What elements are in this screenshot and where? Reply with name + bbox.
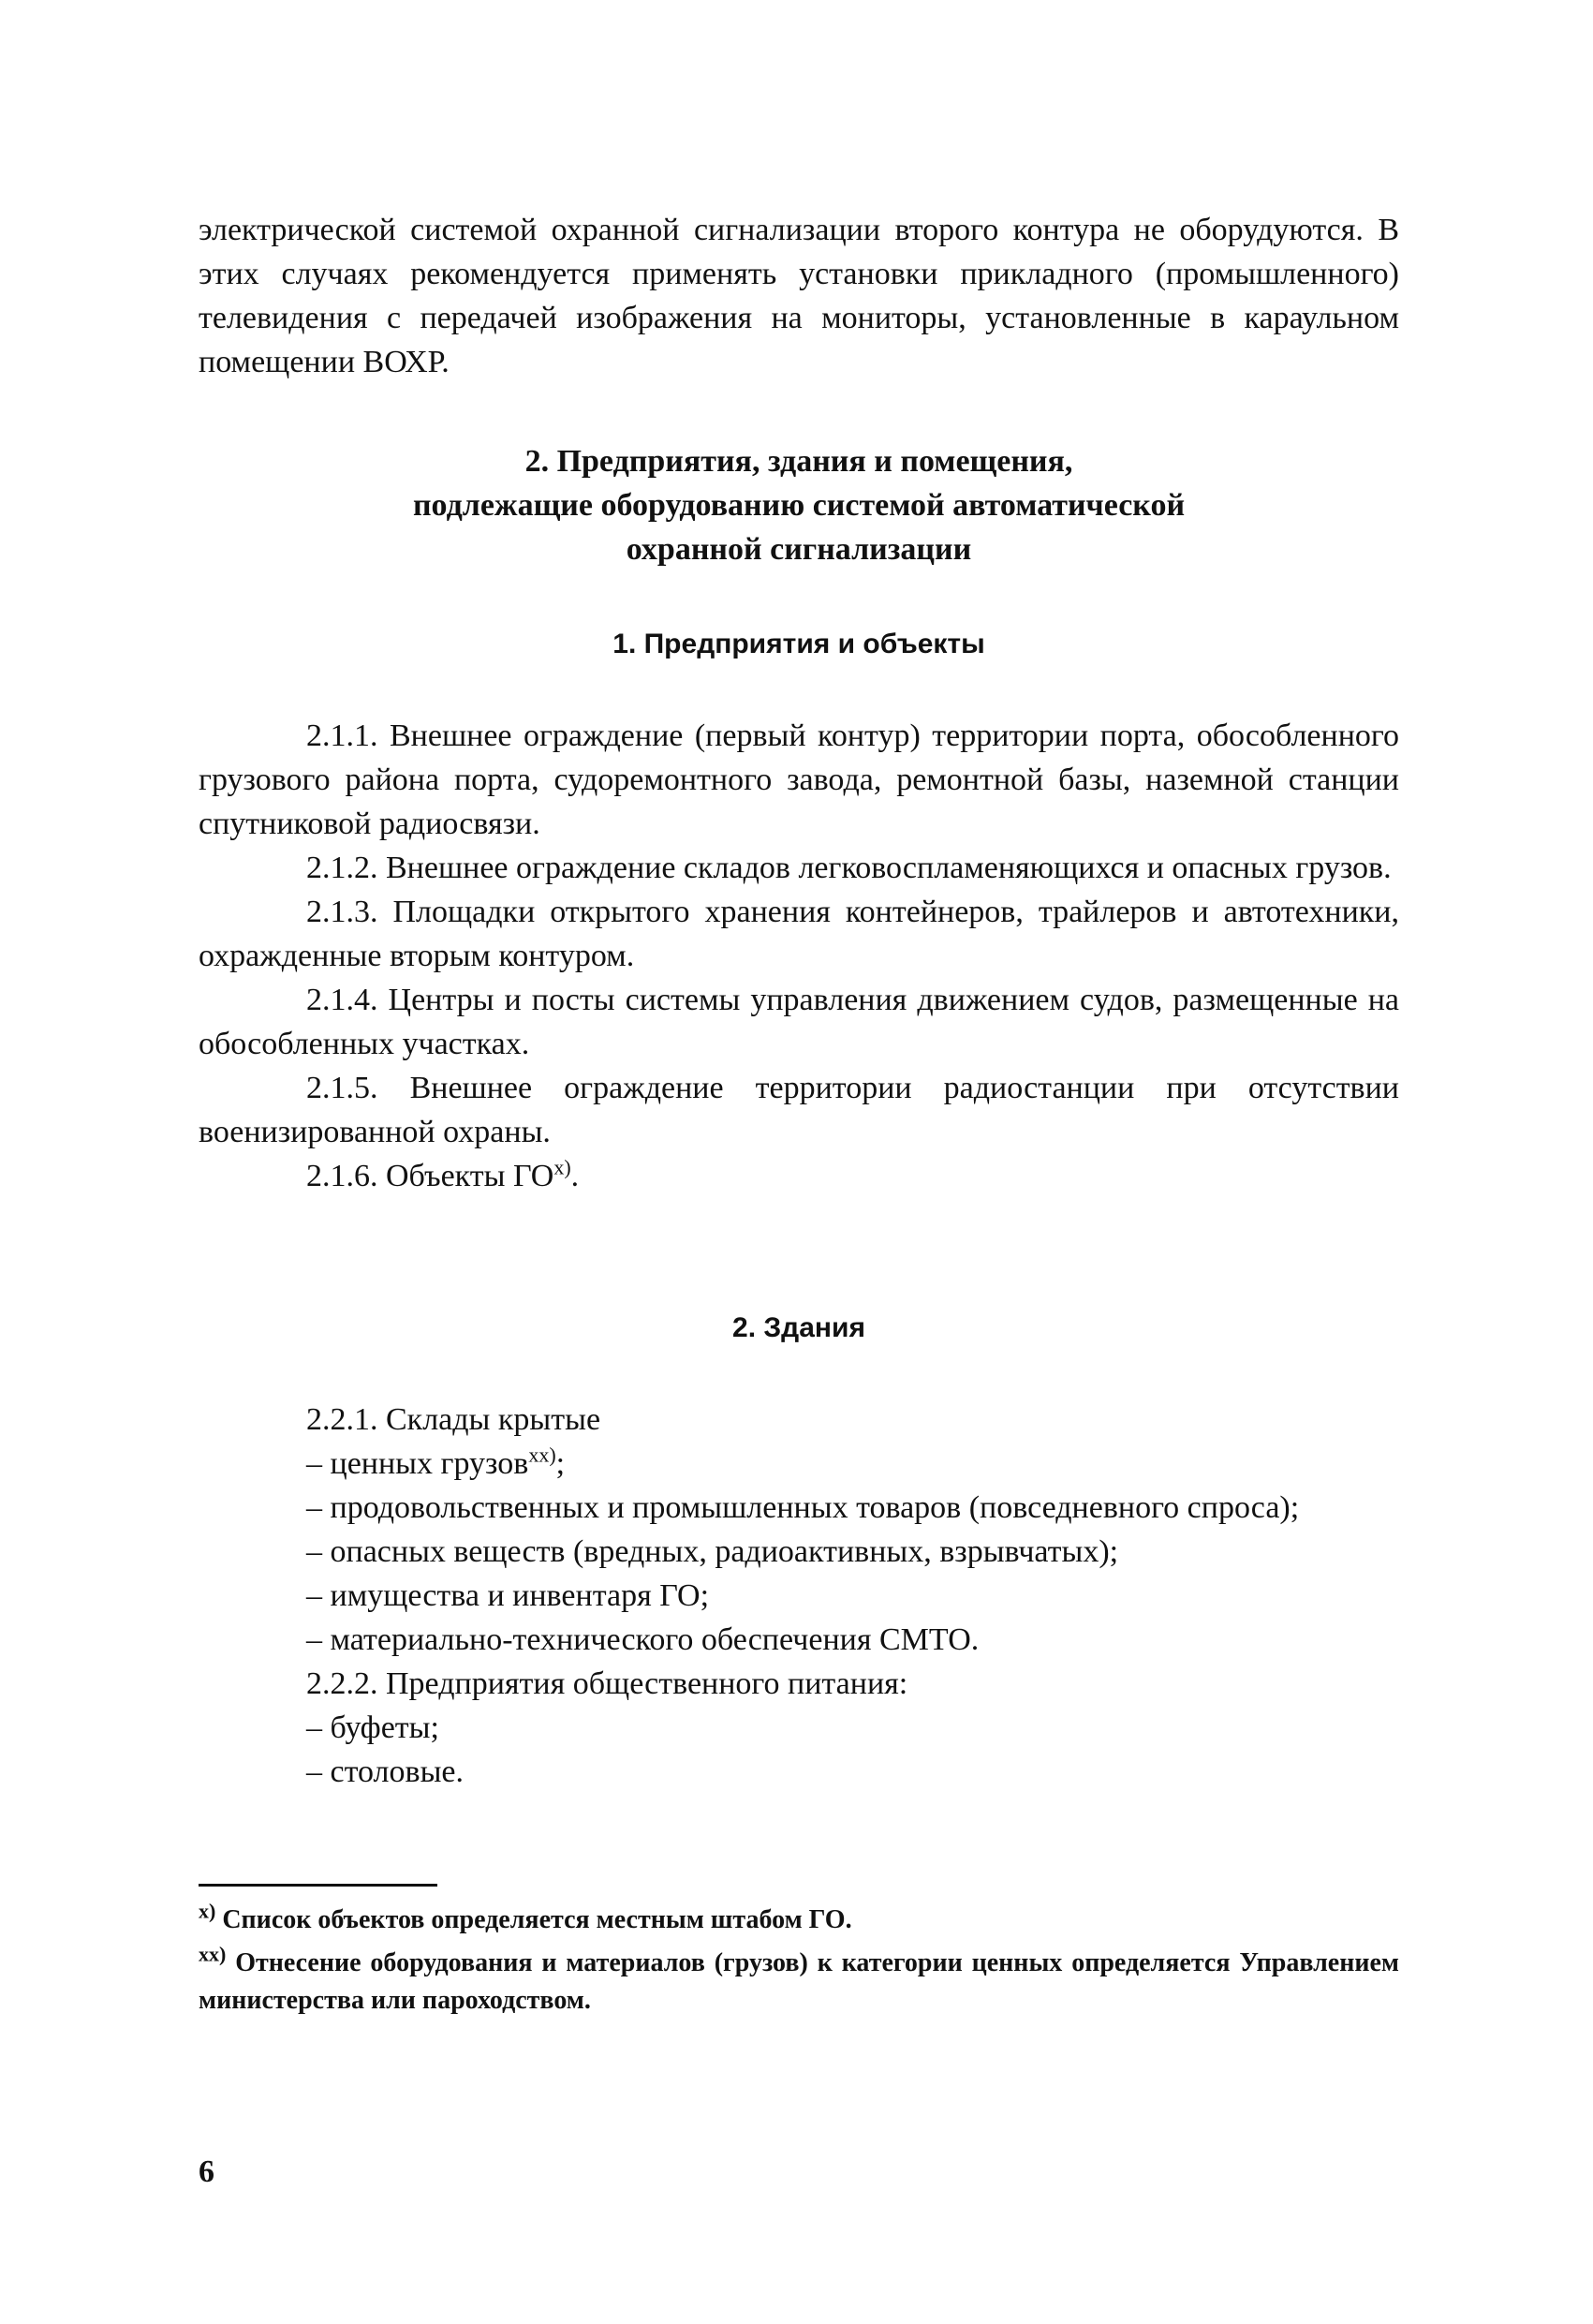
footnote-2-mark: хх) — [199, 1942, 227, 1966]
footnote-divider — [199, 1884, 437, 1887]
footnote-2 — [199, 1942, 1400, 2020]
section-heading-line-1: 2. Предприятия, здания и помещения, — [524, 444, 1073, 479]
list-item-valuable — [199, 1442, 1399, 1486]
section-heading-line-2: подлежащие оборудованию системой автоматической — [412, 488, 1186, 523]
footnote-1-text: Список объектов определяется местным штабом ГО. — [222, 1905, 852, 1934]
subsection-heading-buildings: 2. Здания — [732, 1312, 865, 1343]
list-item-buffets: – буфеты; — [306, 1710, 439, 1745]
valuable-end: ; — [555, 1446, 566, 1481]
page-number: 6 — [199, 2154, 214, 2189]
section-heading-line-3: охранной сигнализации — [626, 532, 972, 567]
intro-paragraph: электрической системой охранной сигнализации второго контура не оборудуются. В этих случаях рекомендуется применять установки прикладного (промышленного) телевидения с передачей изображения на мониторы, установленные в караульном помещении ВОХР. — [199, 213, 1399, 379]
item-2-1-5: 2.1.5. Внешнее ограждение территории радиостанции при отсутствии военизированной охраны. — [199, 1071, 1399, 1149]
footnote-ref-1: х) — [553, 1155, 571, 1179]
item-2-1-6-text: 2.1.6. Объекты ГО — [306, 1159, 554, 1193]
footnote-1 — [199, 1899, 1399, 1939]
item-2-1-4: 2.1.4. Центры и посты системы управления движением судов, размещенные на обособленных участках. — [199, 983, 1399, 1061]
item-2-2-1: 2.2.1. Склады крытые — [306, 1402, 601, 1437]
item-2-1-6 — [199, 1154, 1399, 1198]
footnotes — [199, 1899, 1400, 2025]
footnote-1-mark: х) — [199, 1899, 216, 1923]
list-item-food-goods: – продовольственных и промышленных товаров (повседневного спроса); — [306, 1490, 1300, 1525]
list-item-property: – имущества и инвентаря ГО; — [306, 1578, 710, 1613]
subsection-heading-enterprises: 1. Предприятия и объекты — [612, 629, 985, 659]
item-2-1-3: 2.1.3. Площадки открытого хранения контейнеров, трайлеров и автотехники, охражденные вторым контуром. — [199, 895, 1399, 973]
footnote-2-text: Отнесение оборудования и материалов (грузов) к категории ценных определяется Управлением министерства или пароходством. — [199, 1948, 1400, 2015]
item-2-1-2: 2.1.2. Внешнее ограждение складов легковоспламеняющихся и опасных грузов. — [306, 851, 1392, 885]
section-heading — [199, 439, 1399, 571]
buildings-list — [199, 1398, 1399, 1794]
item-2-1-6-end: . — [570, 1159, 580, 1193]
list-item-supply: – материально-технического обеспечения СМТО. — [306, 1622, 980, 1657]
intro-block — [199, 208, 1399, 384]
list-item-dangerous: – опасных веществ (вредных, радиоактивных, взрывчатых); — [306, 1534, 1119, 1569]
footnote-ref-2: хх) — [528, 1443, 556, 1467]
item-2-2-2: 2.2.2. Предприятия общественного питания: — [306, 1666, 908, 1701]
item-2-1-1: 2.1.1. Внешнее ограждение (первый контур) территории порта, обособленного грузового района порта, судоремонтного завода, ремонтной базы, наземной станции спутниковой радиосвязи. — [199, 718, 1399, 841]
list-item-canteens: – столовые. — [306, 1754, 465, 1789]
enterprises-list — [199, 714, 1399, 1198]
valuable-text: – ценных грузов — [306, 1446, 529, 1481]
